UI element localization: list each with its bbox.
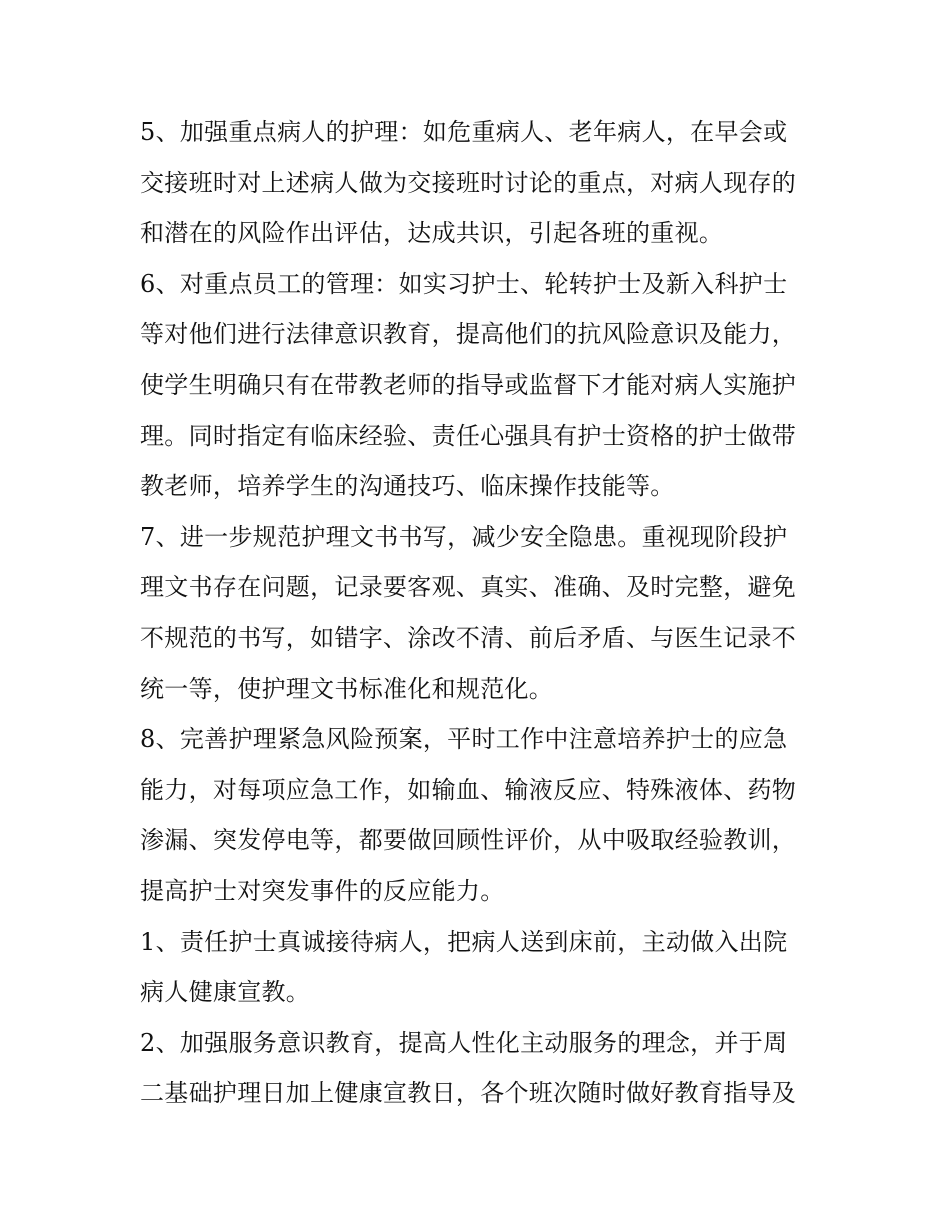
text-line: 交接班时对上述病人做为交接班时讨论的重点，对病人现存的 bbox=[140, 168, 797, 197]
text-line: 使学生明确只有在带教老师的指导或监督下才能对病人实施护 bbox=[140, 370, 797, 399]
text-line: 8、完善护理紧急风险预案，平时工作中注意培养护士的应急 bbox=[140, 725, 788, 754]
text-line: 病人健康宣教。 bbox=[140, 978, 311, 1007]
text-line: 等对他们进行法律意识教育，提高他们的抗风险意识及能力， bbox=[140, 320, 797, 349]
paragraph-6-key-staff bbox=[140, 259, 820, 512]
paragraph-7-nursing-documents bbox=[140, 512, 820, 714]
paragraph-5-key-patients bbox=[140, 107, 820, 259]
text-line: 理文书存在问题，记录要客观、真实、准确、及时完整，避免 bbox=[140, 573, 797, 602]
text-line: 能力，对每项应急工作，如输血、输液反应、特殊液体、药物 bbox=[140, 775, 797, 804]
text-line: 2、加强服务意识教育，提高人性化主动服务的理念，并于周 bbox=[140, 1028, 788, 1057]
text-line: 理。同时指定有临床经验、责任心强具有护士资格的护士做带 bbox=[140, 421, 797, 450]
text-line: 7、进一步规范护理文书书写，减少安全隐患。重视现阶段护 bbox=[140, 522, 788, 551]
text-line: 和潜在的风险作出评估，达成共识，引起各班的重视。 bbox=[140, 219, 724, 248]
text-line: 1、责任护士真诚接待病人，把病人送到床前，主动做入出院 bbox=[140, 927, 788, 956]
text-line: 渗漏、突发停电等，都要做回顾性评价，从中吸取经验教训， bbox=[140, 826, 797, 855]
paragraph-8-emergency-plan bbox=[140, 714, 820, 916]
text-line: 6、对重点员工的管理：如实习护士、轮转护士及新入科护士 bbox=[140, 269, 788, 298]
text-line: 5、加强重点病人的护理：如危重病人、老年病人，在早会或 bbox=[140, 118, 788, 146]
text-line: 不规范的书写，如错字、涂改不清、前后矛盾、与医生记录不 bbox=[140, 623, 797, 652]
paragraph-1-reception bbox=[140, 917, 820, 1018]
text-line: 提高护士对突发事件的反应能力。 bbox=[140, 876, 505, 905]
text-line: 二基础护理日加上健康宣教日，各个班次随时做好教育指导及 bbox=[140, 1079, 797, 1108]
paragraph-2-service-awareness bbox=[140, 1018, 820, 1119]
text-line: 统一等，使护理文书标准化和规范化。 bbox=[140, 674, 554, 703]
document-body bbox=[140, 107, 820, 1119]
text-line: 教老师，培养学生的沟通技巧、临床操作技能等。 bbox=[140, 472, 675, 501]
